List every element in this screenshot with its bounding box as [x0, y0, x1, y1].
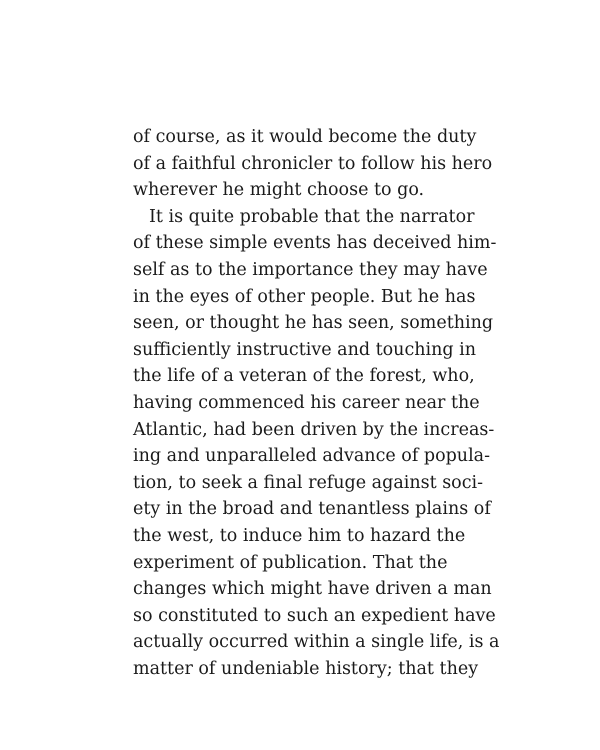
text-line: ing and unparalleled advance of popula- [133, 446, 491, 467]
text-line: experiment of publication. That the [133, 552, 448, 573]
text-line: of course, as it would become the duty [133, 127, 477, 147]
text-line: the life of a veteran of the forest, who, [133, 366, 475, 387]
text-line: It is quite probable that the narrator [149, 206, 475, 227]
text-line: actually occurred within a single life, is a [133, 632, 500, 653]
text-line: the west, to induce him to hazard the [133, 525, 466, 546]
text-line: ety in the broad and tenantless plains of [133, 499, 491, 520]
text-line: so constituted to such an expedient have [133, 605, 496, 626]
text-line: changes which might have driven a man [133, 579, 492, 600]
text-line: self as to the importance they may have [133, 259, 488, 280]
text-line: sufficiently instructive and touching in [133, 339, 477, 360]
body-text [133, 124, 500, 682]
text-line: wherever he might choose to go. [133, 180, 425, 201]
text-line: Atlantic, had been driven by the increas- [133, 419, 495, 440]
text-line: having commenced his career near the [133, 392, 480, 413]
text-line: tion, to seek a final refuge against soci- [133, 472, 484, 493]
text-line: of these simple events has deceived him- [133, 233, 497, 254]
text-line: matter of undeniable history; that they [133, 658, 479, 679]
text-line: seen, or thought he has seen, something [133, 313, 494, 334]
text-line: in the eyes of other people. But he has [133, 286, 476, 307]
text-line: of a faithful chronicler to follow his hero [133, 153, 493, 174]
paragraph-1 [133, 124, 493, 204]
paragraph-2 [133, 204, 500, 683]
